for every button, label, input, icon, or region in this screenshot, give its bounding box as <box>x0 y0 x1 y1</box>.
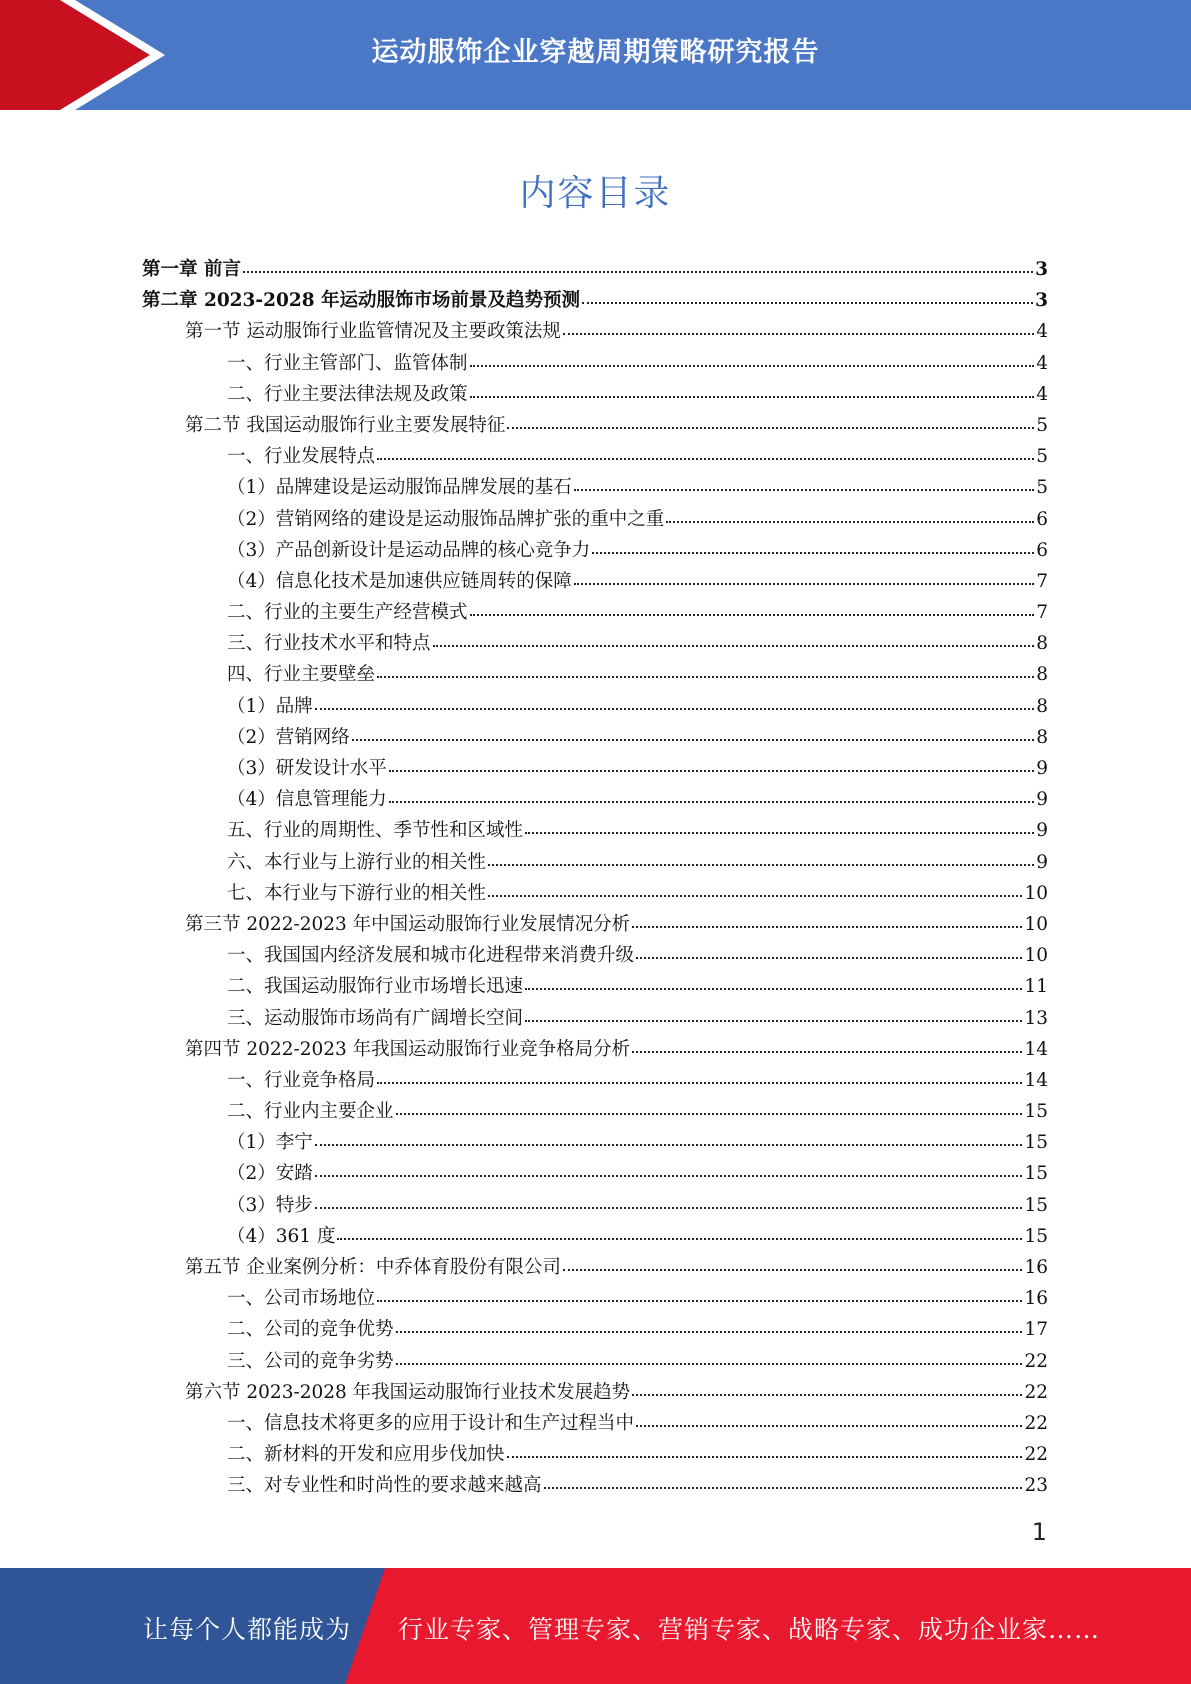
toc-leader-dots <box>470 396 1035 398</box>
toc-leader-dots <box>315 708 1034 710</box>
toc-entry[interactable] <box>142 472 1048 503</box>
toc-entry[interactable] <box>142 535 1048 566</box>
toc-leader-dots <box>574 489 1034 491</box>
toc-entry-page: 15 <box>1024 1225 1048 1247</box>
toc-leader-dots <box>544 1487 1023 1489</box>
toc-leader-dots <box>563 1269 1023 1271</box>
toc-entry-label: （4）信息化技术是加速供应链周转的保障 <box>227 570 572 592</box>
toc-entry-page: 16 <box>1024 1288 1048 1310</box>
toc-entry[interactable] <box>142 379 1048 410</box>
toc-entry-page: 7 <box>1036 570 1048 592</box>
toc-entry-page: 23 <box>1024 1475 1048 1497</box>
report-header <box>0 0 1191 110</box>
toc-leader-dots <box>525 832 1034 834</box>
toc-entry[interactable] <box>142 1377 1048 1408</box>
toc-entry-label: 第四节 2022-2023 年我国运动服饰行业竞争格局分析 <box>185 1038 631 1060</box>
toc-entry[interactable] <box>142 1221 1048 1252</box>
toc-entry[interactable] <box>142 566 1048 597</box>
toc-leader-dots <box>377 676 1034 678</box>
table-of-contents <box>142 254 1048 1502</box>
toc-leader-dots <box>352 739 1034 741</box>
toc-entry-label: （4）信息管理能力 <box>227 789 387 811</box>
toc-entry-page: 9 <box>1036 820 1048 842</box>
toc-leader-dots <box>488 864 1034 866</box>
toc-entry-label: 一、信息技术将更多的应用于设计和生产过程当中 <box>227 1412 635 1434</box>
toc-entry[interactable] <box>142 316 1048 347</box>
toc-entry[interactable] <box>142 691 1048 722</box>
toc-entry-page: 17 <box>1024 1319 1048 1341</box>
toc-entry-label: 二、行业内主要企业 <box>227 1101 394 1123</box>
toc-entry[interactable] <box>142 504 1048 535</box>
toc-entry[interactable] <box>142 254 1048 285</box>
toc-entry-page: 5 <box>1036 446 1048 468</box>
toc-entry[interactable] <box>142 1314 1048 1345</box>
toc-leader-dots <box>666 521 1034 523</box>
toc-entry-label: （4）361 度 <box>227 1225 336 1247</box>
toc-entry[interactable] <box>142 940 1048 971</box>
toc-leader-dots <box>389 770 1034 772</box>
toc-entry-page: 6 <box>1036 508 1048 530</box>
toc-entry[interactable] <box>142 1127 1048 1158</box>
toc-entry[interactable] <box>142 348 1048 379</box>
toc-leader-dots <box>470 614 1035 616</box>
toc-leader-dots <box>525 1020 1022 1022</box>
toc-entry[interactable] <box>142 971 1048 1002</box>
toc-entry[interactable] <box>142 815 1048 846</box>
toc-entry-label: 二、行业主要法律法规及政策 <box>227 383 468 405</box>
toc-entry-label: 一、行业竞争格局 <box>227 1069 376 1091</box>
toc-entry[interactable] <box>142 753 1048 784</box>
toc-entry-page: 5 <box>1036 414 1048 436</box>
toc-leader-dots <box>315 1207 1023 1209</box>
toc-entry-label: 二、我国运动服饰行业市场增长迅速 <box>227 976 524 998</box>
toc-leader-dots <box>377 458 1034 460</box>
toc-entry-page: 22 <box>1024 1444 1048 1466</box>
toc-entry-page: 8 <box>1036 664 1048 686</box>
toc-entry[interactable] <box>142 1190 1048 1221</box>
toc-entry-label: 三、公司的竞争劣势 <box>227 1350 394 1372</box>
toc-entry-page: 3 <box>1035 290 1048 312</box>
toc-entry-page: 9 <box>1036 851 1048 873</box>
report-title: 运动服饰企业穿越周期策略研究报告 <box>371 37 820 68</box>
toc-entry-page: 4 <box>1036 383 1048 405</box>
toc-leader-dots <box>636 957 1022 959</box>
toc-entry-page: 9 <box>1036 758 1048 779</box>
toc-entry-label: 第一节 运动服饰行业监管情况及主要政策法规 <box>185 321 561 343</box>
footer-slogan-left: 让每个人都能成为 <box>143 1615 352 1644</box>
toc-entry-page: 5 <box>1036 477 1048 499</box>
report-footer <box>0 1568 1191 1684</box>
toc-entry-page: 10 <box>1024 913 1048 935</box>
toc-entry-label: （2）营销网络的建设是运动服饰品牌扩张的重中之重 <box>227 508 665 530</box>
toc-entry-page: 8 <box>1036 726 1048 748</box>
toc-entry-label: 七、本行业与下游行业的相关性 <box>227 882 487 904</box>
toc-entry[interactable] <box>142 410 1048 441</box>
toc-entry-page: 10 <box>1024 882 1048 904</box>
toc-entry-page: 6 <box>1036 539 1048 561</box>
toc-entry-label: 五、行业的周期性、季节性和区域性 <box>227 820 524 842</box>
toc-entry-label: 第二章 2023-2028 年运动服饰市场前景及趋势预测 <box>142 290 581 312</box>
toc-entry-label: （1）品牌 <box>227 695 313 717</box>
toc-entry-label: 一、公司市场地位 <box>227 1288 376 1310</box>
toc-entry-page: 15 <box>1024 1194 1048 1216</box>
toc-entry-page: 13 <box>1024 1007 1048 1029</box>
toc-entry[interactable] <box>142 1470 1048 1501</box>
toc-entry[interactable] <box>142 285 1048 316</box>
toc-leader-dots <box>525 988 1022 990</box>
page-number: 1 <box>1031 1518 1047 1546</box>
toc-entry-label: 第六节 2023-2028 年我国运动服饰行业技术发展趋势 <box>185 1381 631 1403</box>
toc-entry-label: （1）李宁 <box>227 1132 313 1154</box>
toc-entry[interactable] <box>142 784 1048 815</box>
toc-entry-label: （3）研发设计水平 <box>227 758 387 779</box>
toc-entry-label: 三、运动服饰市场尚有广阔增长空间 <box>227 1007 524 1029</box>
toc-leader-dots <box>470 365 1035 367</box>
toc-entry[interactable] <box>142 628 1048 659</box>
toc-entry-page: 15 <box>1024 1101 1048 1123</box>
toc-leader-dots <box>389 801 1034 803</box>
toc-leader-dots <box>377 1300 1022 1302</box>
toc-leader-dots <box>488 895 1022 897</box>
toc-entry-label: （1）品牌建设是运动服饰品牌发展的基石 <box>227 477 572 499</box>
toc-entry[interactable] <box>142 659 1048 690</box>
toc-leader-dots <box>636 1425 1022 1427</box>
toc-leader-dots <box>574 583 1034 585</box>
toc-entry-label: 二、新材料的开发和应用步伐加快 <box>227 1444 505 1466</box>
toc-entry[interactable] <box>142 878 1048 909</box>
toc-leader-dots <box>507 1456 1023 1458</box>
toc-entry-page: 9 <box>1036 789 1048 811</box>
toc-entry-label: （3）产品创新设计是运动品牌的核心竞争力 <box>227 539 591 561</box>
toc-entry-label: 一、行业主管部门、监管体制 <box>227 352 468 374</box>
toc-entry-page: 4 <box>1036 321 1048 343</box>
toc-entry-page: 22 <box>1024 1381 1048 1403</box>
toc-leader-dots <box>243 271 1033 273</box>
toc-leader-dots <box>433 645 1035 647</box>
toc-entry[interactable] <box>142 722 1048 753</box>
toc-entry[interactable] <box>142 909 1048 940</box>
toc-entry-label: （2）安踏 <box>227 1163 313 1185</box>
toc-leader-dots <box>582 302 1033 304</box>
toc-entry-page: 16 <box>1024 1257 1048 1278</box>
toc-entry[interactable] <box>142 847 1048 878</box>
toc-entry-label: 第五节 企业案例分析：中乔体育股份有限公司 <box>185 1257 561 1278</box>
toc-entry-label: 第二节 我国运动服饰行业主要发展特征 <box>185 414 506 436</box>
toc-entry-page: 4 <box>1036 352 1048 374</box>
toc-entry-label: 二、公司的竞争优势 <box>227 1319 394 1341</box>
toc-leader-dots <box>632 1394 1022 1396</box>
toc-leader-dots <box>315 1144 1023 1146</box>
toc-leader-dots <box>632 1051 1022 1053</box>
toc-entry[interactable] <box>142 1065 1048 1096</box>
toc-entry-label: 第一章 前言 <box>142 259 241 280</box>
toc-leader-dots <box>632 926 1022 928</box>
toc-leader-dots <box>592 552 1034 554</box>
toc-entry-label: 二、行业的主要生产经营模式 <box>227 602 468 624</box>
toc-leader-dots <box>396 1113 1023 1115</box>
toc-entry-page: 3 <box>1035 259 1048 280</box>
toc-entry-page: 15 <box>1024 1163 1048 1185</box>
toc-heading: 内容目录 <box>519 173 672 214</box>
toc-entry[interactable] <box>142 1096 1048 1127</box>
toc-entry-label: （2）营销网络 <box>227 726 350 748</box>
toc-entry-label: 三、行业技术水平和特点 <box>227 633 431 655</box>
toc-leader-dots <box>377 1082 1022 1084</box>
toc-entry[interactable] <box>142 1252 1048 1283</box>
toc-leader-dots <box>396 1331 1023 1333</box>
toc-entry[interactable] <box>142 597 1048 628</box>
toc-leader-dots <box>507 427 1034 429</box>
toc-entry[interactable] <box>142 1439 1048 1470</box>
toc-entry-label: 一、行业发展特点 <box>227 446 376 468</box>
toc-leader-dots <box>315 1175 1023 1177</box>
toc-entry[interactable] <box>142 1346 1048 1377</box>
toc-entry[interactable] <box>142 1283 1048 1314</box>
toc-entry-page: 10 <box>1024 945 1048 967</box>
toc-entry-page: 14 <box>1024 1069 1048 1091</box>
toc-entry-label: 第三节 2022-2023 年中国运动服饰行业发展情况分析 <box>185 913 631 935</box>
toc-leader-dots <box>563 333 1034 335</box>
toc-entry-page: 15 <box>1024 1132 1048 1154</box>
toc-entry[interactable] <box>142 1034 1048 1065</box>
toc-entry-label: 一、我国国内经济发展和城市化进程带来消费升级 <box>227 945 635 967</box>
toc-leader-dots <box>396 1363 1023 1365</box>
toc-entry-label: （3）特步 <box>227 1194 313 1216</box>
footer-slogan-right: 行业专家、管理专家、营销专家、战略专家、成功企业家…… <box>398 1615 1101 1644</box>
toc-entry-page: 11 <box>1024 976 1048 998</box>
toc-entry-page: 22 <box>1024 1412 1048 1434</box>
toc-entry-page: 8 <box>1036 633 1048 655</box>
toc-entry-label: 六、本行业与上游行业的相关性 <box>227 851 487 873</box>
toc-entry-page: 14 <box>1024 1038 1048 1060</box>
toc-entry-page: 22 <box>1024 1350 1048 1372</box>
toc-entry[interactable] <box>142 1408 1048 1439</box>
toc-entry[interactable] <box>142 441 1048 472</box>
toc-entry-page: 7 <box>1036 602 1048 624</box>
toc-entry-label: 三、对专业性和时尚性的要求越来越高 <box>227 1475 542 1497</box>
toc-leader-dots <box>337 1238 1022 1240</box>
toc-entry[interactable] <box>142 1003 1048 1034</box>
toc-entry-label: 四、行业主要壁垒 <box>227 664 376 686</box>
toc-entry[interactable] <box>142 1158 1048 1189</box>
toc-entry-page: 8 <box>1036 695 1048 717</box>
